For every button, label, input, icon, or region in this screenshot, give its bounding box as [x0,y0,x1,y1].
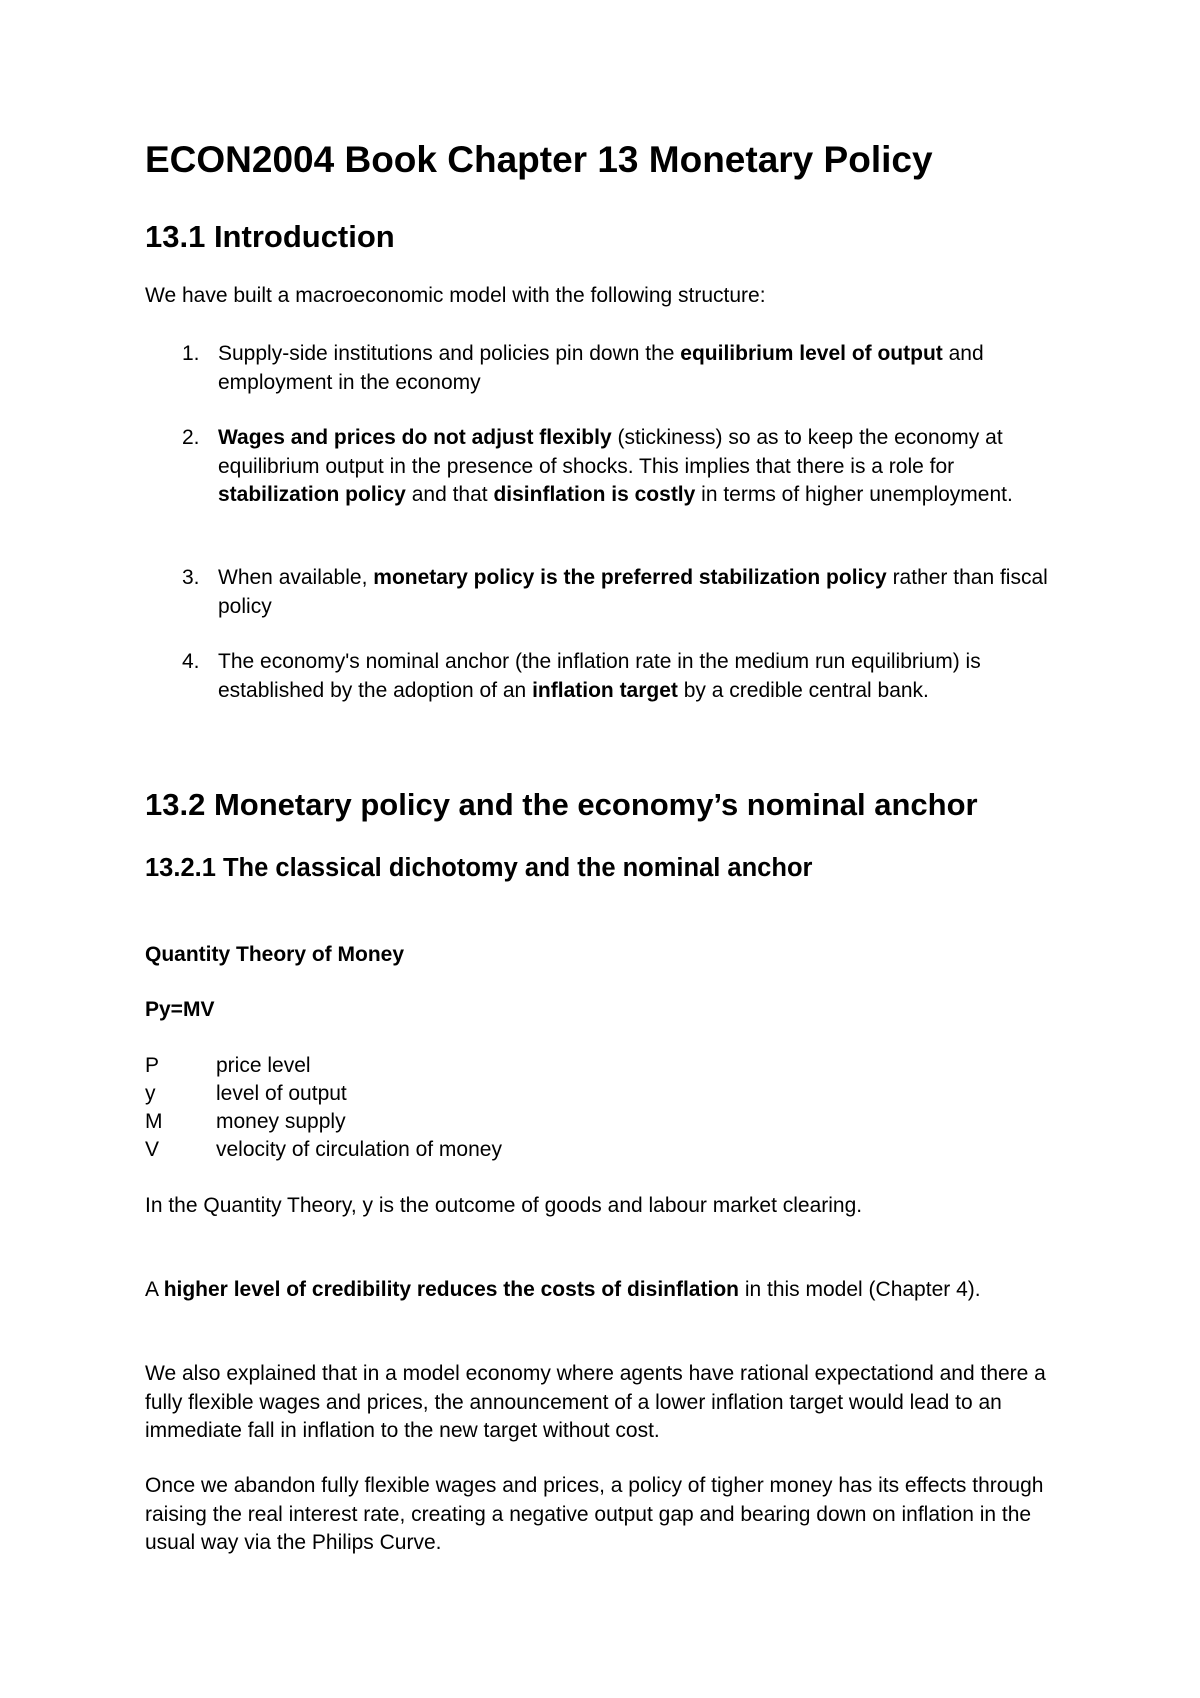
quantity-theory-paragraph: In the Quantity Theory, y is the outcome of goods and labour market clearing. [145,1194,863,1217]
qtm-title: Quantity Theory of Money [145,943,405,966]
definition-meaning: level of output [216,1082,347,1105]
list-number: 1. [182,342,200,365]
list-item-text: Supply-side institutions and policies pin down the equilibrium level of output and employment in the economy [218,342,984,394]
definition-meaning: velocity of circulation of money [216,1138,502,1161]
section-heading-introduction: 13.1 Introduction [145,219,395,254]
qtm-equation: Py=MV [145,998,215,1021]
rational-expectations-paragraph: We also explained that in a model economy where agents have rational expectationd and there a fully flexible wages and prices, the announcement of a lower inflation target would lead to an immediate fall in inflation to the new target without cost. [145,1362,1046,1442]
definition-symbol: P [145,1054,160,1077]
flexible-wages-paragraph: Once we abandon fully flexible wages and prices, a policy of tigher money has its effects through raising the real interest rate, creating a negative output gap and bearing down on inflation in the usual way via the Philips Curve. [145,1474,1044,1554]
document-title: ECON2004 Book Chapter 13 Monetary Policy [145,139,933,180]
subsection-heading-classical-dichotomy: 13.2.1 The classical dichotomy and the nominal anchor [145,854,813,882]
intro-lead-paragraph: We have built a macroeconomic model with the following structure: [145,284,766,307]
list-number: 3. [182,566,200,589]
definition-meaning: money supply [216,1110,346,1133]
list-number: 2. [182,426,200,449]
section-heading-nominal-anchor: 13.2 Monetary policy and the economy’s nominal anchor [145,787,978,822]
definition-meaning: price level [216,1054,311,1077]
definition-symbol: M [145,1110,163,1133]
list-item-text: When available, monetary policy is the preferred stabilization policy rather than fiscal policy [218,566,1048,618]
credibility-paragraph: A higher level of credibility reduces the costs of disinflation in this model (Chapter 4). [145,1278,981,1301]
definition-symbol: V [145,1138,160,1161]
list-number: 4. [182,650,200,673]
definition-symbol: y [145,1082,156,1105]
list-item-text: The economy's nominal anchor (the inflation rate in the medium run equilibrium) is established by the adoption of an inflation target by a credible central bank. [218,650,981,702]
list-item-text: Wages and prices do not adjust flexibly (stickiness) so as to keep the economy at equilibrium output in the presence of shocks. This implies that there is a role for stabilization policy and that disinflation is costly in terms of higher unemployment. [218,426,1013,506]
